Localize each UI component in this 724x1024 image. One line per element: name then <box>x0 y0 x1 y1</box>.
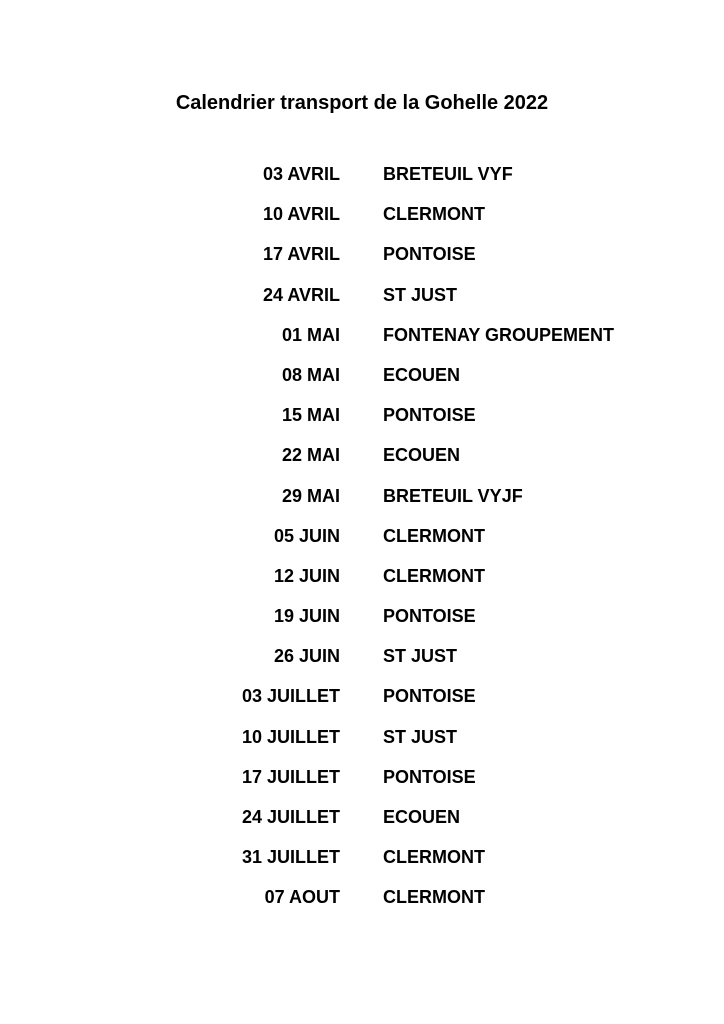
schedule-row <box>0 599 724 639</box>
schedule-date: 24 AVRIL <box>262 284 340 305</box>
schedule-place: CLERMONT <box>383 847 485 868</box>
schedule-place: PONTOISE <box>383 686 476 707</box>
schedule-place: CLERMONT <box>383 887 485 908</box>
schedule-date: 17 JUILLET <box>241 766 340 787</box>
schedule-date: 19 JUIN <box>273 606 340 627</box>
schedule-place: CLERMONT <box>383 525 485 546</box>
schedule-date: 10 JUILLET <box>241 726 340 747</box>
schedule-row <box>0 157 724 197</box>
schedule-date: 08 MAI <box>281 364 340 385</box>
schedule-row <box>0 479 724 519</box>
schedule-place: CLERMONT <box>383 565 485 586</box>
schedule-date: 03 JUILLET <box>241 686 340 707</box>
schedule-row <box>0 760 724 800</box>
schedule-row <box>0 358 724 398</box>
schedule-row <box>0 398 724 438</box>
schedule-date: 22 MAI <box>281 445 340 466</box>
schedule-date: 03 AVRIL <box>262 164 340 184</box>
schedule-row <box>0 800 724 840</box>
schedule-row <box>0 880 724 920</box>
schedule-row <box>0 318 724 358</box>
schedule-row <box>0 639 724 679</box>
page-title: Calendrier transport de la Gohelle 2022 <box>175 92 549 114</box>
transport-schedule-list <box>0 157 724 921</box>
schedule-date: 17 AVRIL <box>262 244 340 265</box>
schedule-date: 24 JUILLET <box>241 807 340 827</box>
schedule-date: 07 AOUT <box>264 887 340 908</box>
schedule-date: 26 JUIN <box>273 646 340 667</box>
schedule-date: 31 JUILLET <box>241 847 340 868</box>
schedule-place: PONTOISE <box>383 244 476 265</box>
schedule-row <box>0 197 724 237</box>
schedule-place: ST JUST <box>383 646 458 667</box>
schedule-row <box>0 679 724 719</box>
schedule-place: CLERMONT <box>383 204 485 225</box>
schedule-row <box>0 237 724 277</box>
schedule-place: FONTENAY GROUPEMENT <box>383 324 615 345</box>
schedule-date: 05 JUIN <box>273 525 340 546</box>
schedule-place: PONTOISE <box>383 405 476 426</box>
schedule-row <box>0 720 724 760</box>
schedule-place: ECOUEN <box>383 445 461 466</box>
schedule-place: BRETEUIL VYF <box>383 164 513 184</box>
schedule-place: ECOUEN <box>383 364 461 385</box>
schedule-row <box>0 840 724 880</box>
schedule-row <box>0 278 724 318</box>
schedule-place: BRETEUIL VYJF <box>383 485 523 506</box>
schedule-place: PONTOISE <box>383 606 476 627</box>
schedule-date: 01 MAI <box>281 324 340 345</box>
schedule-row <box>0 519 724 559</box>
schedule-place: ECOUEN <box>383 807 461 827</box>
schedule-date: 12 JUIN <box>273 565 340 586</box>
schedule-row <box>0 438 724 478</box>
schedule-place: ST JUST <box>383 726 458 747</box>
schedule-date: 29 MAI <box>281 485 340 506</box>
schedule-place: PONTOISE <box>383 766 476 787</box>
schedule-date: 10 AVRIL <box>262 204 340 225</box>
schedule-row <box>0 559 724 599</box>
schedule-place: ST JUST <box>383 284 458 305</box>
schedule-date: 15 MAI <box>281 405 340 426</box>
